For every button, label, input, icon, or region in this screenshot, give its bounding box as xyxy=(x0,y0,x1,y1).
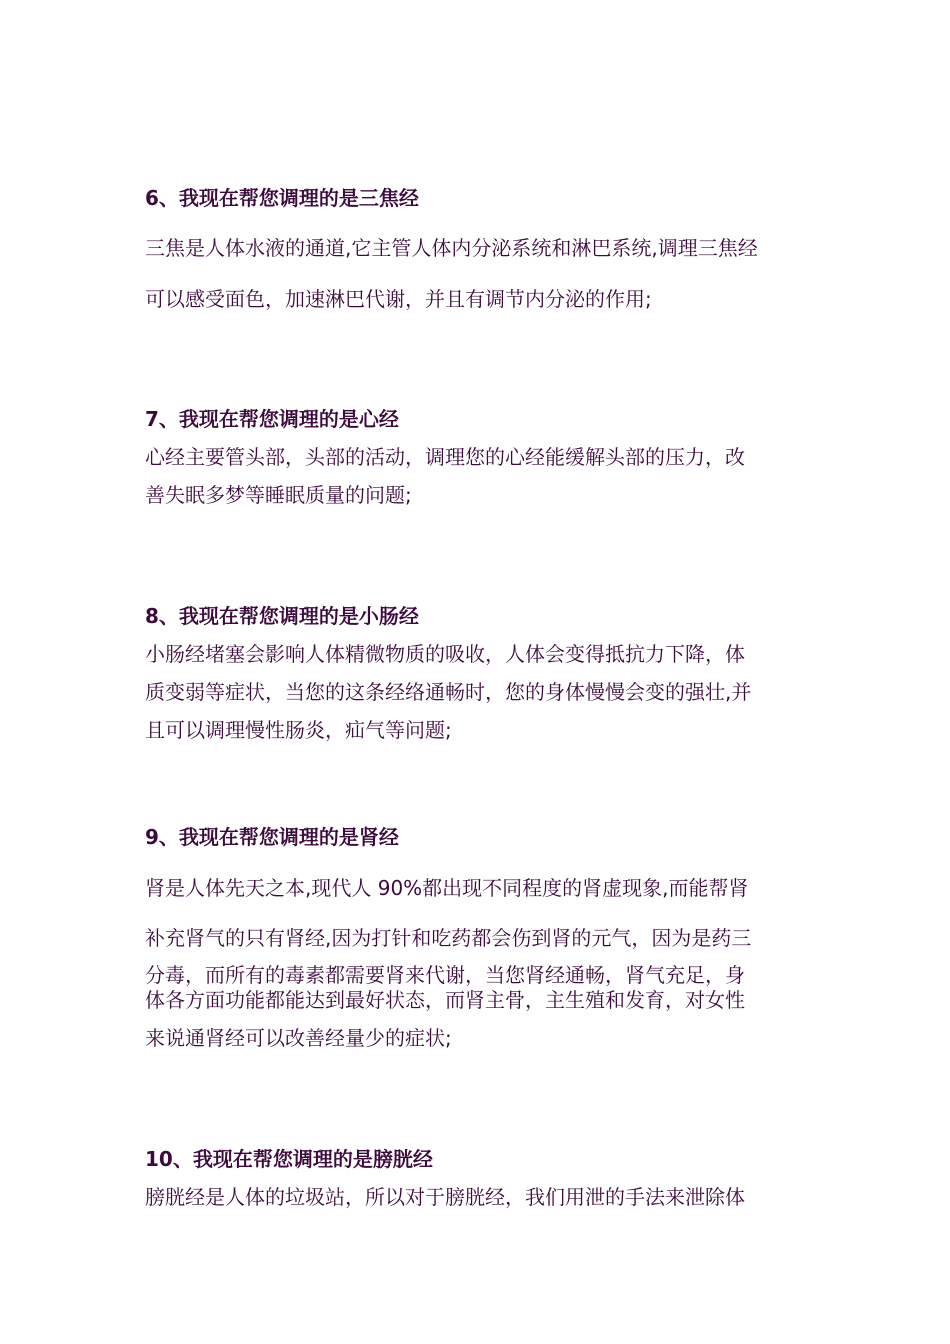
section-8-text-line-2: 质变弱等症状，当您的这条经络通畅时，您的身体慢慢会变的强壮,并 xyxy=(145,680,752,704)
section-9-text-line-1: 肾是人体先天之本,现代人 90%都出现不同程度的肾虚现象,而能帮肾 xyxy=(145,876,749,900)
section-10-heading: 10、我现在帮您调理的是膀胱经 xyxy=(145,1147,433,1171)
section-7-text-line-2: 善失眠多梦等睡眠质量的问题; xyxy=(145,483,412,507)
section-9-text-line-4: 体各方面功能都能达到最好状态，而肾主骨，主生殖和发育，对女性 xyxy=(145,988,745,1012)
section-7-text-line-1: 心经主要管头部，头部的活动，调理您的心经能缓解头部的压力，改 xyxy=(145,445,745,469)
section-9-text-line-3: 分毒，而所有的毒素都需要肾来代谢，当您肾经通畅，肾气充足，身 xyxy=(145,963,745,987)
section-6-heading: 6、我现在帮您调理的是三焦经 xyxy=(145,186,419,210)
section-9-text-line-5: 来说通肾经可以改善经量少的症状; xyxy=(145,1026,452,1050)
section-9-heading: 9、我现在帮您调理的是肾经 xyxy=(145,825,399,849)
section-8-text-line-3: 且可以调理慢性肠炎，疝气等问题; xyxy=(145,718,452,742)
section-8-text-line-1: 小肠经堵塞会影响人体精微物质的吸收，人体会变得抵抗力下降，体 xyxy=(145,642,745,666)
section-10-text-line-1: 膀胱经是人体的垃圾站，所以对于膀胱经，我们用泄的手法来泄除体 xyxy=(145,1185,745,1209)
section-6-text-line-1: 三焦是人体水液的通道,它主管人体内分泌系统和淋巴系统,调理三焦经 xyxy=(145,236,758,260)
section-7-heading: 7、我现在帮您调理的是心经 xyxy=(145,407,399,431)
section-8-heading: 8、我现在帮您调理的是小肠经 xyxy=(145,604,419,628)
section-9-text-line-2: 补充肾气的只有肾经,因为打针和吃药都会伤到肾的元气，因为是药三 xyxy=(145,926,752,950)
section-6-text-line-2: 可以感受面色，加速淋巴代谢，并且有调节内分泌的作用; xyxy=(145,287,652,311)
